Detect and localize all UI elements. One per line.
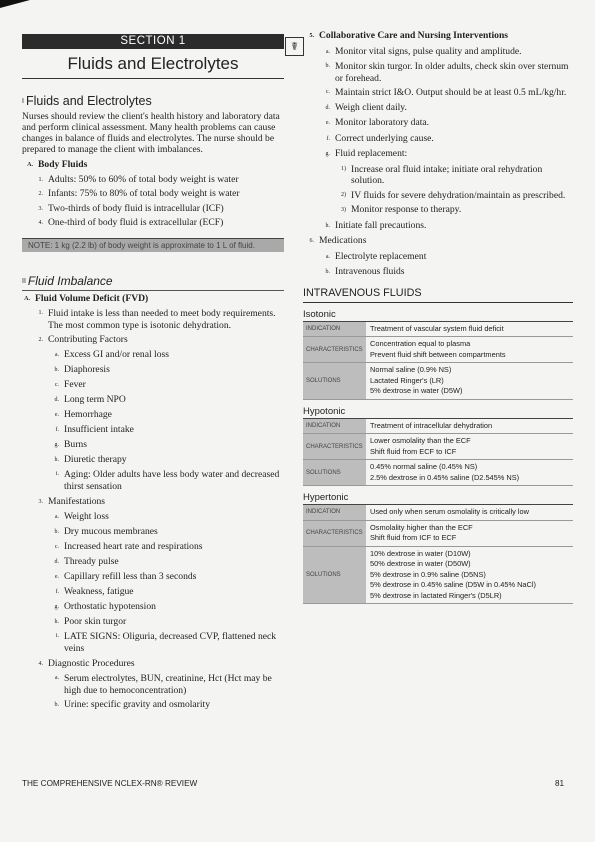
table-row: [303, 419, 573, 435]
item-text: Contributing Factors: [48, 334, 128, 345]
item-text: Diagnostic Procedures: [48, 658, 135, 669]
row-values: [366, 337, 573, 362]
item-text: Urine: specific gravity and osmolarity: [64, 698, 210, 710]
iv-table-hypertonic: [303, 492, 573, 604]
list-item: [303, 30, 573, 43]
part1-heading: [22, 94, 284, 108]
item-letter: a.: [325, 253, 330, 260]
item-number: 3): [341, 207, 346, 213]
item-text: Correct underlying cause.: [335, 132, 434, 144]
item-letter: h.: [54, 619, 59, 625]
item-text: Increase oral fluid intake; initiate oral rehydration solution.: [351, 163, 543, 186]
item-text: IV fluids for severe dehydration/maintain as prescribed.: [351, 189, 566, 201]
row-values: [366, 505, 573, 520]
page-number: 81: [555, 779, 565, 788]
list-item: [48, 424, 284, 437]
cell-line: Lower osmolality than the ECF: [370, 436, 471, 445]
cell-line: Shift fluid from ECF to ICF: [370, 446, 457, 456]
list-item: [319, 251, 573, 264]
table-row: [303, 460, 573, 486]
item-letter: b.: [54, 701, 59, 708]
table-row: [303, 322, 573, 338]
item-text: Two-thirds of body fluid is intracellular (ICF): [48, 202, 224, 214]
body-fluids-heading-text: Body Fluids: [38, 159, 88, 170]
row-label: CHARACTERISTICS: [303, 434, 366, 459]
list-item: [32, 217, 284, 230]
item-number: 2): [341, 191, 346, 198]
list-item: [48, 616, 284, 629]
item-number: 6.: [309, 238, 314, 244]
list-item: [32, 658, 284, 671]
part1-numeral: I: [22, 98, 24, 106]
cell-line: Used only when serum osmolality is critically low: [370, 507, 529, 516]
group-name: Hypotonic: [303, 406, 573, 419]
item-letter: d.: [54, 397, 59, 403]
list-item: [319, 148, 573, 161]
body-fluids-list: [22, 174, 284, 230]
list-item: [48, 349, 284, 362]
item-letter: a.: [54, 675, 59, 681]
cell-line: 0.45% normal saline (0.45% NS): [370, 462, 478, 471]
item-letter: f.: [55, 427, 59, 433]
table-row: [303, 337, 573, 363]
item-text: Weakness, fatigue: [64, 586, 134, 597]
part2-numeral: II: [22, 277, 26, 285]
manifestations-list: [32, 511, 284, 654]
fvd-heading-text: Fluid Volume Deficit (FVD): [35, 292, 149, 304]
item-text: Electrolyte replacement: [335, 250, 427, 262]
list-item: [48, 673, 284, 696]
iv-fluids-title: INTRAVENOUS FLUIDS: [303, 287, 573, 303]
item-text: LATE SIGNS: Oliguria, decreased CVP, flattened neck veins: [64, 631, 277, 654]
item-letter: d.: [325, 104, 330, 111]
list-item: [319, 102, 573, 115]
item-text: Burns: [64, 439, 87, 450]
item-number: 1.: [38, 310, 43, 316]
list-item: [48, 454, 284, 467]
item-text: Monitor response to therapy.: [351, 204, 462, 215]
list-item: [48, 631, 284, 654]
cell-line: Shift fluid from ICF to ECF: [370, 533, 457, 542]
cell-line: 2.5% dextrose in 0.45% saline (D2.545% NS): [370, 472, 520, 482]
item-number: 4.: [38, 661, 43, 667]
row-values: [366, 521, 573, 546]
item-number: 1): [341, 165, 346, 172]
item-letter: e.: [325, 120, 330, 126]
cell-line: 5% dextrose in lactated Ringer's (D5LR): [370, 590, 502, 600]
item-text: Fever: [64, 379, 86, 390]
row-values: [366, 434, 573, 459]
cell-line: Lactated Ringer's (LR): [370, 375, 444, 385]
item-letter: c.: [54, 544, 59, 550]
list-item: [48, 379, 284, 392]
item-letter: g.: [325, 151, 330, 157]
item-number: 3.: [38, 499, 43, 505]
table-row: [303, 547, 573, 605]
row-label: CHARACTERISTICS: [303, 337, 366, 362]
item-text: Weight loss: [64, 511, 109, 522]
item-number: 3.: [38, 205, 43, 212]
item-text: Monitor vital signs, pulse quality and amplitude.: [335, 45, 522, 57]
item-text: Insufficient intake: [64, 424, 134, 435]
item-number: 1.: [38, 176, 43, 183]
contributing-factors-list: [32, 349, 284, 492]
list-item: [319, 133, 573, 146]
item-letter: d.: [54, 559, 59, 565]
item-text: Dry mucous membranes: [64, 526, 158, 537]
list-item: [335, 204, 573, 217]
cell-line: 5% dextrose in 0.9% saline (D5NS): [370, 569, 486, 579]
cell-line: 50% dextrose in water (D50W): [370, 559, 471, 568]
item-text: Increased heart rate and respirations: [64, 541, 203, 552]
list-item: [48, 364, 284, 377]
list-item: [48, 586, 284, 599]
list-item: [48, 601, 284, 614]
item-letter: b.: [325, 269, 330, 275]
list-item: [32, 308, 284, 331]
list-item: [48, 571, 284, 584]
item-text: Diaphoresis: [64, 364, 110, 375]
row-values: [366, 363, 573, 399]
row-values: [366, 460, 573, 485]
page-footer: THE COMPREHENSIVE NCLEX-RN® REVIEW: [22, 779, 198, 788]
list-item: [32, 334, 284, 347]
item-text: Collaborative Care and Nursing Interventions: [319, 30, 509, 41]
item-text: Aging: Older adults have less body water and decreased thirst sensation: [64, 469, 280, 492]
list-item: [48, 511, 284, 524]
item-letter: h.: [325, 222, 330, 229]
part2-heading: [22, 274, 284, 288]
item-letter: a.: [325, 48, 330, 55]
item-letter: g.: [54, 442, 59, 448]
cell-line: Treatment of vascular system fluid deficit: [370, 323, 504, 333]
row-values: [366, 419, 573, 434]
item-text: Monitor skin turgor. In older adults, check skin over sternum or forehead.: [335, 61, 569, 84]
item-letter: e.: [54, 574, 59, 580]
list-item: [48, 556, 284, 569]
item-text: Thready pulse: [64, 556, 119, 567]
item-text: Maintain strict I&O. Output should be at least 0.5 mL/kg/hr.: [335, 87, 567, 98]
left-column: [22, 34, 284, 711]
item-letter: b.: [325, 63, 330, 69]
item-letter: f.: [326, 135, 330, 142]
group-name: Isotonic: [303, 309, 573, 322]
list-item: [335, 164, 573, 187]
iv-table-hypotonic: [303, 406, 573, 487]
item-text: Hemorrhage: [64, 409, 112, 420]
item-text: Medications: [319, 235, 367, 246]
list-item: [32, 188, 284, 201]
list-item: [48, 699, 284, 712]
item-text: Intravenous fluids: [335, 266, 405, 277]
list-item: [319, 220, 573, 233]
item-letter: c.: [325, 89, 330, 95]
item-text: Weigh client daily.: [335, 101, 407, 113]
item-letter: b.: [54, 367, 59, 373]
right-column: [303, 30, 573, 604]
chapter-title: Fluids and Electrolytes: [22, 54, 284, 79]
row-label: CHARACTERISTICS: [303, 521, 366, 546]
row-label: INDICATION: [303, 419, 366, 434]
item-letter: i.: [55, 471, 59, 477]
item-text: Initiate fall precautions.: [335, 219, 427, 231]
list-item: [48, 469, 284, 492]
list-item: [48, 439, 284, 452]
list-item: [303, 235, 573, 248]
list-item: [32, 174, 284, 187]
list-item: [48, 394, 284, 407]
item-text: Long term NPO: [64, 394, 126, 405]
item-text: Infants: 75% to 80% of total body weight is water: [48, 188, 240, 199]
item-text: One-third of body fluid is extracellular (ECF): [48, 217, 224, 228]
row-values: [366, 547, 573, 604]
item-letter: f.: [55, 589, 59, 595]
item-number: 2.: [38, 337, 43, 343]
fvd-heading: [22, 293, 284, 306]
cell-line: Prevent fluid shift between compartments: [370, 349, 506, 359]
list-item: [48, 541, 284, 554]
list-item: [319, 87, 573, 99]
cell-line: Osmolality higher than the ECF: [370, 522, 473, 532]
page-corner-mark: [0, 0, 30, 8]
part1-intro: Nurses should review the client's health history and laboratory data and perform clinical assessment. Many health problems can cause changes in balance of fluids and electrolytes. The nurse should be prepared to manage the client with imbalances.: [22, 111, 280, 155]
medications-list: [303, 251, 573, 279]
list-item: [48, 409, 284, 422]
item-letter: g.: [54, 604, 59, 610]
item-letter: a.: [54, 514, 59, 520]
list-item: [319, 266, 573, 279]
item-text: Monitor laboratory data.: [335, 117, 430, 128]
item-text: Adults: 50% to 60% of total body weight is water: [48, 173, 239, 185]
table-row: [303, 505, 573, 521]
item-letter: a.: [54, 352, 59, 358]
body-fluids-heading: [22, 159, 284, 172]
table-row: [303, 434, 573, 460]
row-label: INDICATION: [303, 505, 366, 520]
interventions-list: [303, 46, 573, 233]
row-label: INDICATION: [303, 322, 366, 337]
table-row: [303, 521, 573, 547]
item-number: 5.: [309, 33, 314, 39]
item-text: Excess GI and/or renal loss: [64, 349, 169, 360]
cell-line: 5% dextrose in 0.45% saline (D5W in 0.45% NaCl): [370, 580, 536, 589]
fvd-label: A.: [24, 295, 30, 302]
item-letter: e.: [54, 412, 59, 418]
item-number: 2.: [38, 191, 43, 197]
item-text: Manifestations: [48, 496, 106, 507]
row-label: SOLUTIONS: [303, 547, 366, 604]
section-bar: SECTION 1: [22, 34, 284, 49]
item-text: Serum electrolytes, BUN, creatinine, Hct (Hct may be high due to hemoconcentration): [64, 673, 272, 696]
fvd-list: [22, 308, 284, 711]
list-item: [335, 190, 573, 202]
group-name: Hypertonic: [303, 492, 573, 505]
iv-table-isotonic: [303, 309, 573, 400]
diagnostic-list: [32, 673, 284, 711]
row-values: [366, 322, 573, 337]
row-label: SOLUTIONS: [303, 363, 366, 399]
medical-kit-icon: ☤: [285, 37, 304, 56]
cell-line: Concentration equal to plasma: [370, 339, 471, 348]
item-letter: c.: [54, 382, 59, 388]
body-fluids-label: A.: [27, 162, 33, 168]
part1-heading-text: Fluids and Electrolytes: [25, 94, 152, 108]
part2-rule: [22, 290, 284, 291]
cell-line: 10% dextrose in water (D10W): [370, 548, 471, 558]
part2-heading-text: Fluid Imbalance: [27, 273, 113, 288]
list-item: [32, 496, 284, 509]
item-text: Orthostatic hypotension: [64, 601, 156, 612]
item-text: Diuretic therapy: [64, 454, 127, 465]
cell-line: Normal saline (0.9% NS): [370, 365, 452, 374]
cell-line: Treatment of intracellular dehydration: [370, 420, 493, 430]
table-row: [303, 363, 573, 400]
note-banner: NOTE: 1 kg (2.2 lb) of body weight is approximate to 1 L of fluid.: [22, 238, 284, 252]
list-item: [319, 117, 573, 130]
item-letter: i.: [55, 633, 59, 639]
item-text: Fluid intake is less than needed to meet body requirements. The most common type is isotonic dehydration.: [48, 308, 276, 331]
fluid-replacement-list: [319, 164, 573, 217]
item-number: 4.: [38, 220, 43, 226]
list-item: [48, 526, 284, 539]
item-letter: h.: [54, 457, 59, 463]
item-text: Fluid replacement:: [335, 148, 408, 159]
row-label: SOLUTIONS: [303, 460, 366, 485]
item-text: Poor skin turgor: [64, 616, 127, 627]
list-item: [32, 203, 284, 216]
list-item: [319, 61, 573, 84]
item-letter: b.: [54, 529, 59, 535]
item-text: Capillary refill less than 3 seconds: [64, 571, 197, 582]
cell-line: 5% dextrose in water (D5W): [370, 386, 463, 395]
list-item: [319, 46, 573, 59]
